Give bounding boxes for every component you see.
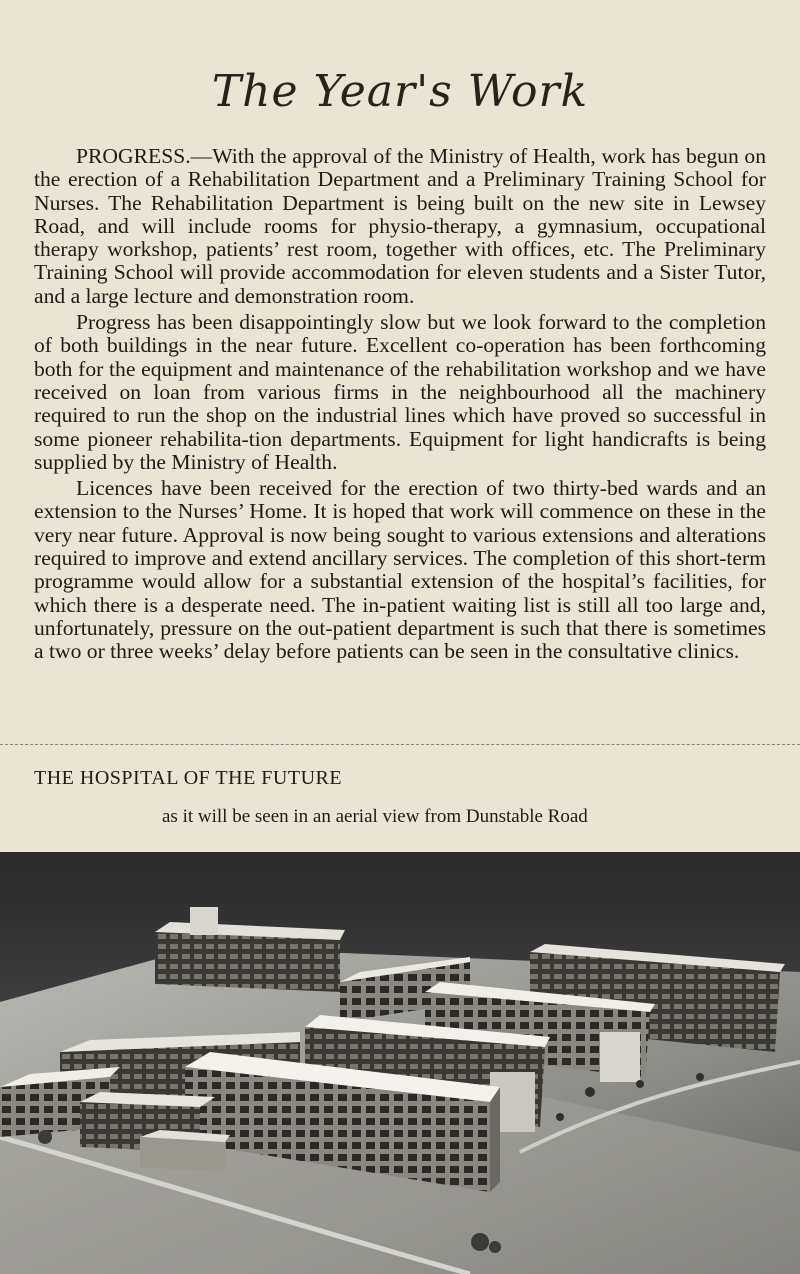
article-body	[34, 145, 766, 664]
figure-caption-subtitle: as it will be seen in an aerial view from Dunstable Road	[162, 806, 588, 827]
figure-caption-title: THE HOSPITAL OF THE FUTURE	[34, 767, 343, 789]
paragraph-cooperation: Progress has been disappointingly slow but we look forward to the completion of both buildings in the near future. Excellent co-operation has been forthcoming both for the equipment and maintenance of the rehabilitation workshop and we have received on loan from various firms in the neighbourhood all the machinery required to run the shop on the industrial lines which have proved so successful in some pioneer rehabilita-tion departments. Equipment for light handicrafts is being supplied by the Ministry of Health.	[34, 310, 766, 474]
paragraph-licences: Licences have been received for the erection of two thirty-bed wards and an extension to the Nurses’ Home. It is hoped that work will commence on these in the very near future. Approval is now being sought to various extensions and alterations required to improve and extend ancillary services. The completion of this short-term programme would allow for a substantial extension of the hospital’s facilities, for which there is a desperate need. The in-patient waiting list is still all too large and, unfortunately, pressure on the out-patient department is such that there is sometimes a two or three weeks’ delay before patients can be seen in the consultative clinics.	[34, 476, 766, 664]
aerial-model-photo	[0, 852, 800, 1274]
section-divider	[0, 744, 800, 745]
page-title: The Year's Work	[211, 66, 589, 117]
paragraph-progress: PROGRESS.—With the approval of the Ministry of Health, work has begun on the erection of a Rehabilitation Department and a Preliminary Training School for Nurses. The Rehabilitation Department is being built on the new site in Lewsey Road, and will include rooms for physio-therapy, a gymnasium, occupational therapy workshop, patients’ rest room, together with offices, etc. The Preliminary Training School will provide accommodation for eleven students and a Sister Tutor, and a large lecture and demonstration room.	[34, 144, 766, 308]
